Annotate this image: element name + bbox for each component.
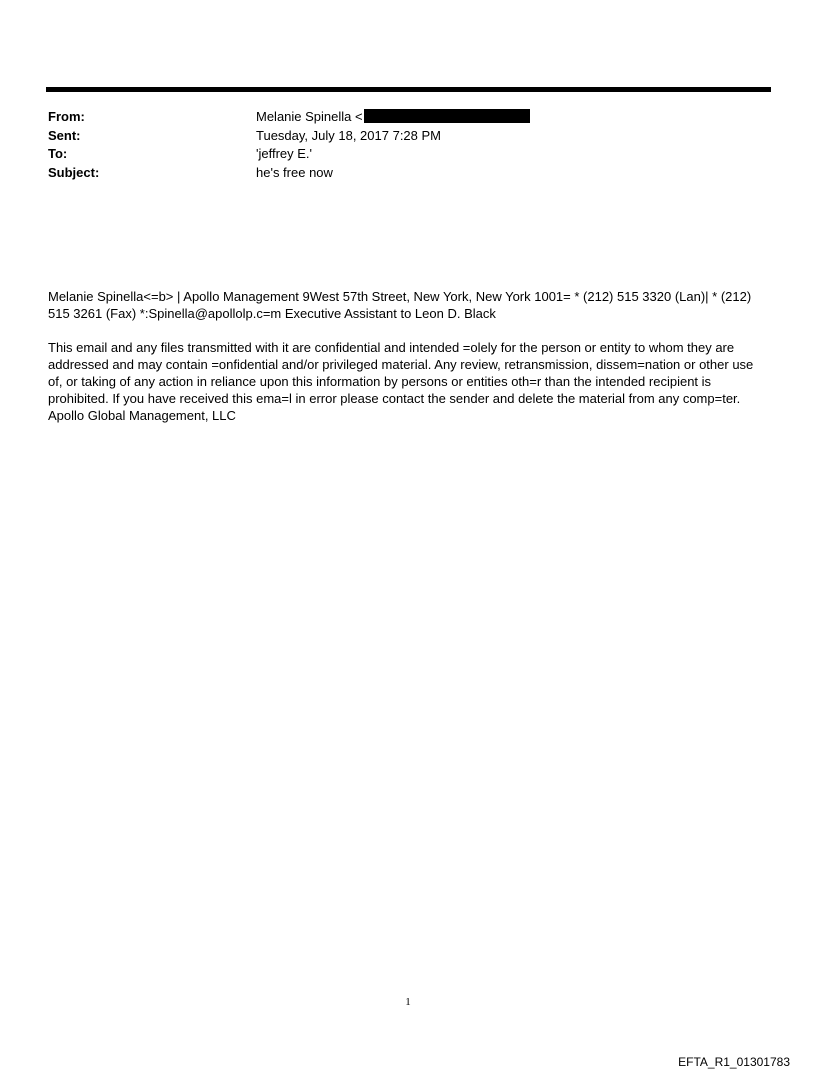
email-body: [48, 288, 768, 441]
bates-number: EFTA_R1_01301783: [678, 1055, 790, 1069]
sent-label: Sent:: [48, 127, 81, 143]
to-label: To:: [48, 146, 68, 161]
from-name: Melanie Spinella <: [256, 109, 363, 124]
to-value: 'jeffrey E.': [256, 146, 313, 161]
page-number: 1: [405, 996, 411, 1008]
redaction-box: [364, 109, 530, 123]
disclaimer-paragraph: This email and any files transmitted with it are confidential and intended =olely for the person or entity to whom they are addressed and may contain =onfidential and/or privileged material. Any review, retransmission, dissem=nation or other use of, or taking of any action in reliance upon this information by persons or entities oth=r than the intended recipient is prohibited. If you have received this ema=l in error please contact the sender and delete the material from any comp=ter. Apollo Global Management, LLC: [48, 340, 754, 423]
email-header-block: [48, 108, 768, 182]
header-divider: [46, 87, 771, 92]
subject-label: Subject:: [48, 164, 100, 180]
from-label: From:: [48, 109, 85, 124]
sent-value: Tuesday, July 18, 2017 7:28 PM: [256, 127, 441, 143]
subject-value: he's free now: [256, 164, 333, 180]
signature-paragraph: Melanie Spinella<=b> | Apollo Management 9West 57th Street, New York, New York 1001= * (212) 515 3320 (Lan)| * (212) 515 3261 (Fax) *:Spinella@apollolp.c=m Executive Assistant to Leon D. Black: [48, 289, 752, 321]
subject-row: [48, 164, 768, 183]
sent-row: [48, 127, 768, 146]
from-row: [48, 108, 768, 127]
to-row: [48, 145, 768, 164]
from-value: [256, 108, 768, 127]
